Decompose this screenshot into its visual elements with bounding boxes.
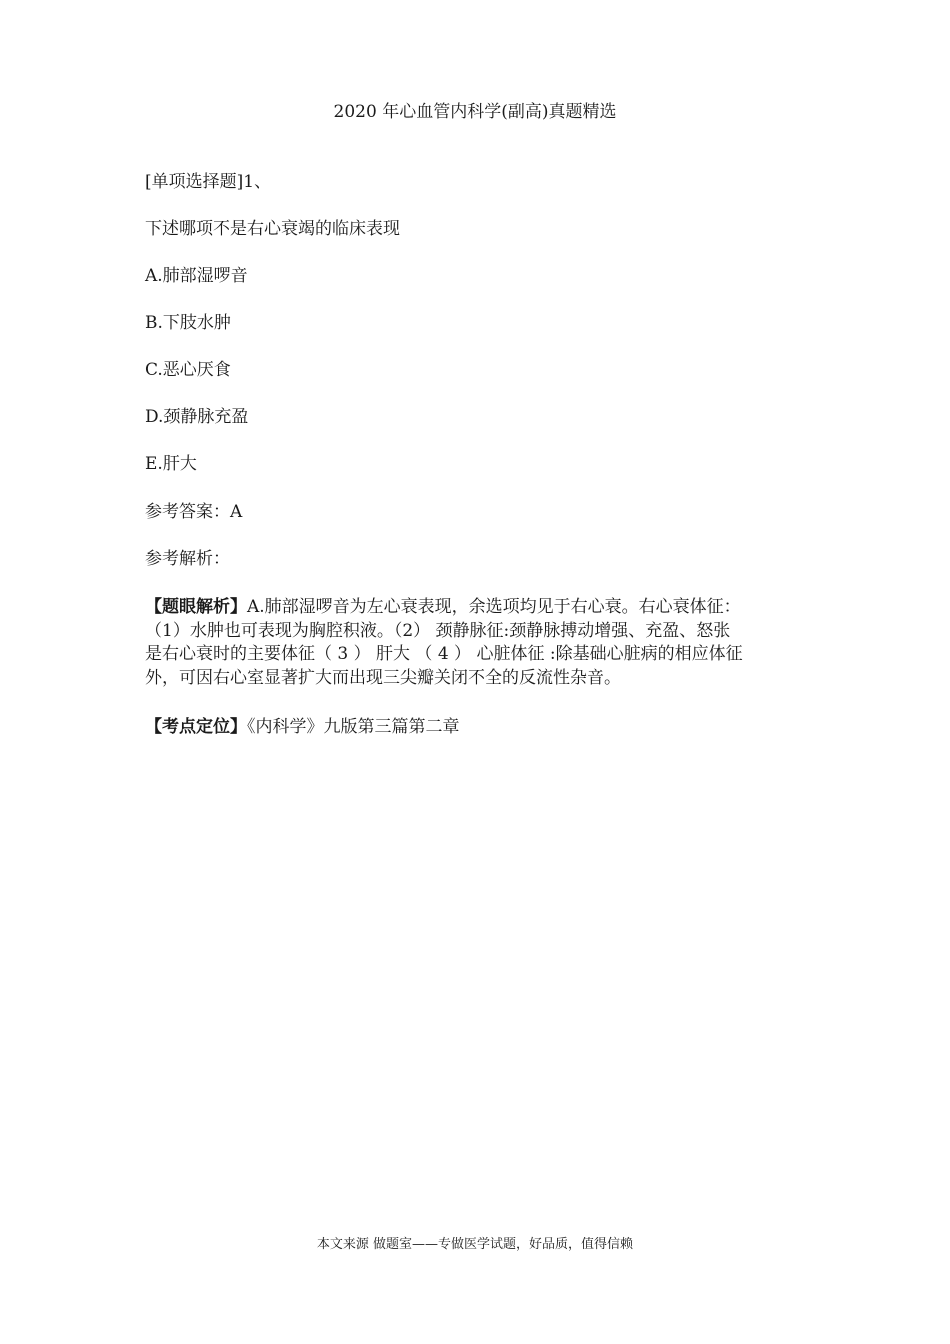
location-line — [145, 716, 460, 738]
analysis-line-4: 外，可因右心室显著扩大而出现三尖瓣关闭不全的反流性杂音。 — [145, 667, 621, 688]
analysis-line-3: 是右心衰时的主要体征（ 3 ） 肝大 （ 4 ） 心脏体征 :除基础心脏病的相应体征 — [145, 644, 743, 664]
option-e: E.肝大 — [145, 454, 197, 474]
location-heading: 【考点定位】 — [145, 717, 247, 737]
option-c: C.恶心厌食 — [145, 360, 231, 380]
option-d: D.颈静脉充盈 — [145, 407, 249, 427]
page-footer: 本文来源 做题室——专做医学试题，好品质，值得信赖 — [316, 1237, 634, 1252]
option-b: B.下肢水肿 — [145, 313, 231, 333]
option-a: A.肺部湿啰音 — [145, 266, 248, 286]
analysis-text-1: A.肺部湿啰音为左心衰表现，余选项均见于右心衰。右心衰体征： — [247, 597, 741, 617]
analysis-line-2: （1）水肿也可表现为胸腔积液。（2） 颈静脉征:颈静脉搏动增强、充盈、怒张 — [145, 620, 731, 641]
document-title: 2020 年心血管内科学(副高)真题精选 — [333, 102, 617, 122]
analysis-heading: 【题眼解析】 — [145, 597, 247, 617]
analysis-paragraph — [145, 596, 809, 690]
question-type-label: [单项选择题]1、 — [145, 172, 272, 192]
analysis-line-1 — [145, 596, 809, 620]
question-stem: 下述哪项不是右心衰竭的临床表现 — [145, 219, 400, 239]
location-text: 《内科学》九版第三篇第二章 — [247, 717, 460, 737]
answer-line: 参考答案：A — [145, 502, 243, 522]
analysis-label: 参考解析： — [145, 549, 230, 569]
